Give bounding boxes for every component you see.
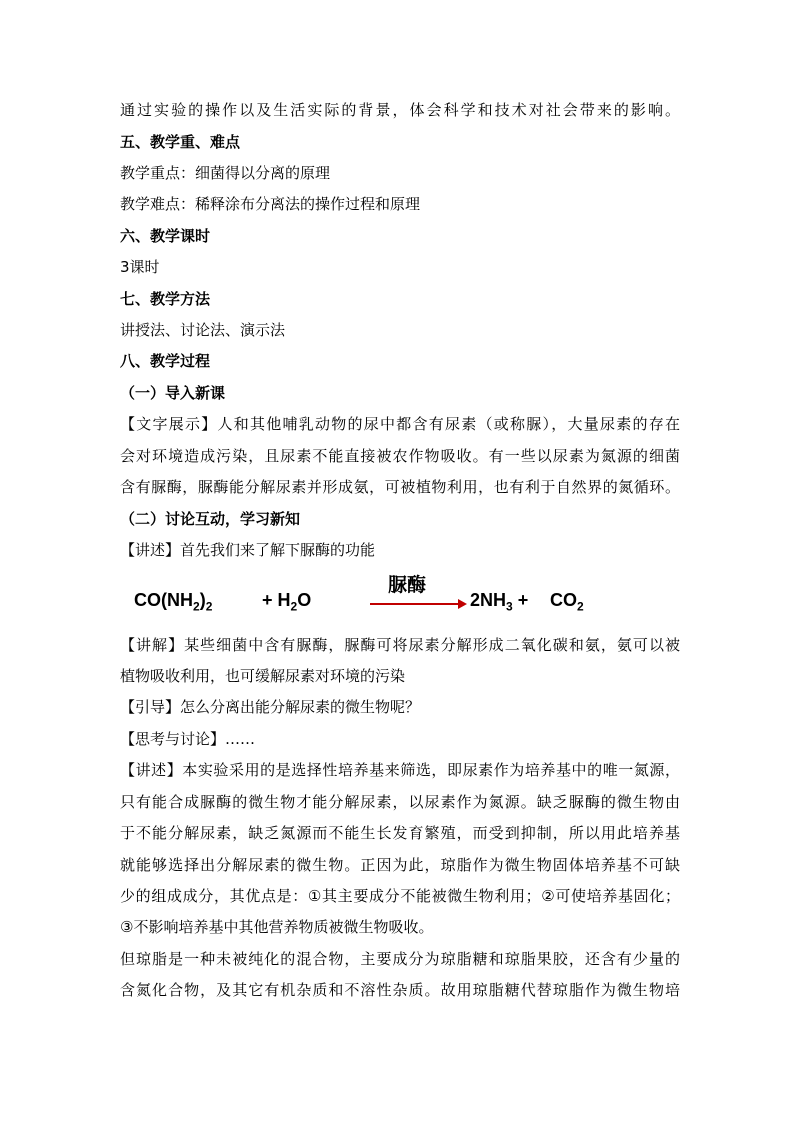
paragraph-teaching-methods: 讲授法、讨论法、演示法	[120, 321, 286, 339]
paragraph-agar-line1: 但琼脂是一种未被纯化的混合物，主要成分为琼脂糖和琼脂果胶，还含有少量的	[120, 950, 680, 968]
paragraph-explanation-line1: 【讲解】某些细菌中含有脲酶，脲酶可将尿素分解形成二氧化碳和氨，氨可以被	[120, 636, 680, 654]
product-ammonia: $2NH_3$ +	[470, 590, 529, 614]
paragraph-text-display-line3: 含有脲酶，脲酶能分解尿素并形成氨，可被植物利用，也有利于自然界的氮循环。	[120, 478, 680, 496]
paragraph-class-hours: 3课时	[120, 258, 160, 276]
subheading-discussion: （二）讨论互动，学习新知	[120, 510, 301, 528]
reactant-water: + $H_2O$	[262, 590, 312, 614]
paragraph-text-display-line2: 会对环境造成污染，且尿素不能直接被农作物吸收。有一些以尿素为氮源的细菌	[120, 447, 680, 465]
heading-class-hours: 六、教学课时	[120, 227, 211, 245]
paragraph-key-point: 教学重点：细菌得以分离的原理	[120, 164, 331, 182]
paragraph-text-display-line1: 【文字展示】人和其他哺乳动物的尿中都含有尿素（或称脲），大量尿素的存在	[120, 415, 680, 433]
paragraph-selective-medium-line3: 于不能分解尿素，缺乏氮源而不能生长发育繁殖，而受到抑制，所以用此培养基	[120, 824, 680, 842]
reaction-arrow-icon	[368, 598, 468, 610]
paragraph-selective-medium-line6: ③不影响培养基中其他营养物质被微生物吸收。	[120, 918, 434, 936]
paragraph-explanation-line2: 植物吸收利用，也可缓解尿素对环境的污染	[120, 667, 406, 685]
heading-key-difficult-points: 五、教学重、难点	[120, 133, 241, 151]
paragraph-experiment-background: 通过实验的操作以及生活实际的背景，体会科学和技术对社会带来的影响。	[120, 101, 680, 119]
heading-teaching-process: 八、教学过程	[120, 352, 211, 370]
paragraph-agar-line2: 含氮化合物，及其它有机杂质和不溶性杂质。故用琼脂糖代替琼脂作为微生物培	[120, 981, 680, 999]
paragraph-selective-medium-line1: 【讲述】本实验采用的是选择性培养基来筛选，即尿素作为培养基中的唯一氮源，	[120, 761, 680, 779]
reactant-urea: $CO(NH_2)_2$	[134, 590, 213, 614]
heading-teaching-methods: 七、教学方法	[120, 290, 211, 308]
product-carbon-dioxide: $CO_2$	[550, 590, 584, 614]
paragraph-selective-medium-line5: 少的组成成分，其优点是：①其主要成分不能被微生物利用；②可使培养基固化；	[120, 887, 680, 905]
paragraph-urease-function: 【讲述】首先我们来了解下脲酶的功能	[120, 541, 376, 559]
paragraph-selective-medium-line2: 只有能合成脲酶的微生物才能分解尿素，以尿素作为氮源。缺乏脲酶的微生物由	[120, 793, 680, 811]
paragraph-guide-question: 【引导】怎么分离出能分解尿素的微生物呢？	[120, 698, 421, 716]
chemical-equation	[120, 570, 620, 620]
paragraph-selective-medium-line4: 就能够选择出分解尿素的微生物。正因为此，琼脂作为微生物固体培养基不可缺	[120, 856, 680, 874]
subheading-introduction: （一）导入新课	[120, 384, 226, 402]
paragraph-difficult-point: 教学难点：稀释涂布分离法的操作过程和原理	[120, 195, 421, 213]
catalyst-label: 脲酶	[388, 574, 427, 596]
paragraph-think-discuss: 【思考与讨论】……	[120, 730, 256, 748]
